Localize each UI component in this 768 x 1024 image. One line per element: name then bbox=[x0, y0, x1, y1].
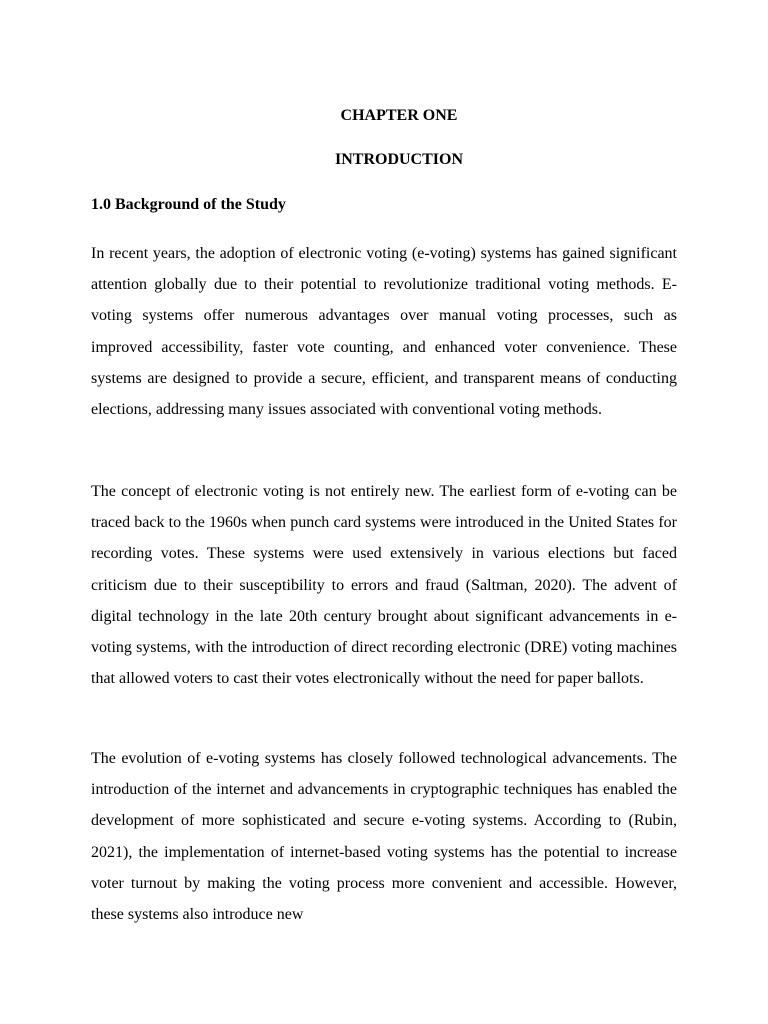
paragraph-3: The evolution of e-voting systems has closely followed technological advancements. The introduction of the internet and advancements in cryptographic techniques has enabled the development of more sophisticated and secure e-voting systems. According to (Rubin, 2021), the implementation of internet-based voting systems has the potential to increase voter turnout by making the voting process more convenient and accessible. However, these systems also introduce new bbox=[91, 750, 677, 924]
chapter-title: CHAPTER ONE bbox=[340, 107, 458, 124]
subheading: 1.0 Background of the Study bbox=[91, 196, 286, 213]
paragraph-1: In recent years, the adoption of electronic voting (e-voting) systems has gained significant attention globally due to their potential to revolutionize traditional voting methods. E-voting systems offer numerous advantages over manual voting processes, such as improved accessibility, faster vote counting, and enhanced voter convenience. These systems are designed to provide a secure, efficient, and transparent means of conducting elections, addressing many issues associated with conventional voting methods. bbox=[91, 245, 677, 419]
section-title: INTRODUCTION bbox=[334, 151, 463, 168]
paragraph-2: The concept of electronic voting is not entirely new. The earliest form of e-voting can be traced back to the 1960s when punch card systems were introduced in the United States for recording votes. These systems were used extensively in various elections but faced criticism due to their susceptibility to errors and fraud (Saltman, 2020). The advent of digital technology in the late 20th century brought about significant advancements in e-voting systems, with the introduction of direct recording electronic (DRE) voting machines that allowed voters to cast their votes electronically without the need for paper ballots. bbox=[91, 483, 677, 688]
